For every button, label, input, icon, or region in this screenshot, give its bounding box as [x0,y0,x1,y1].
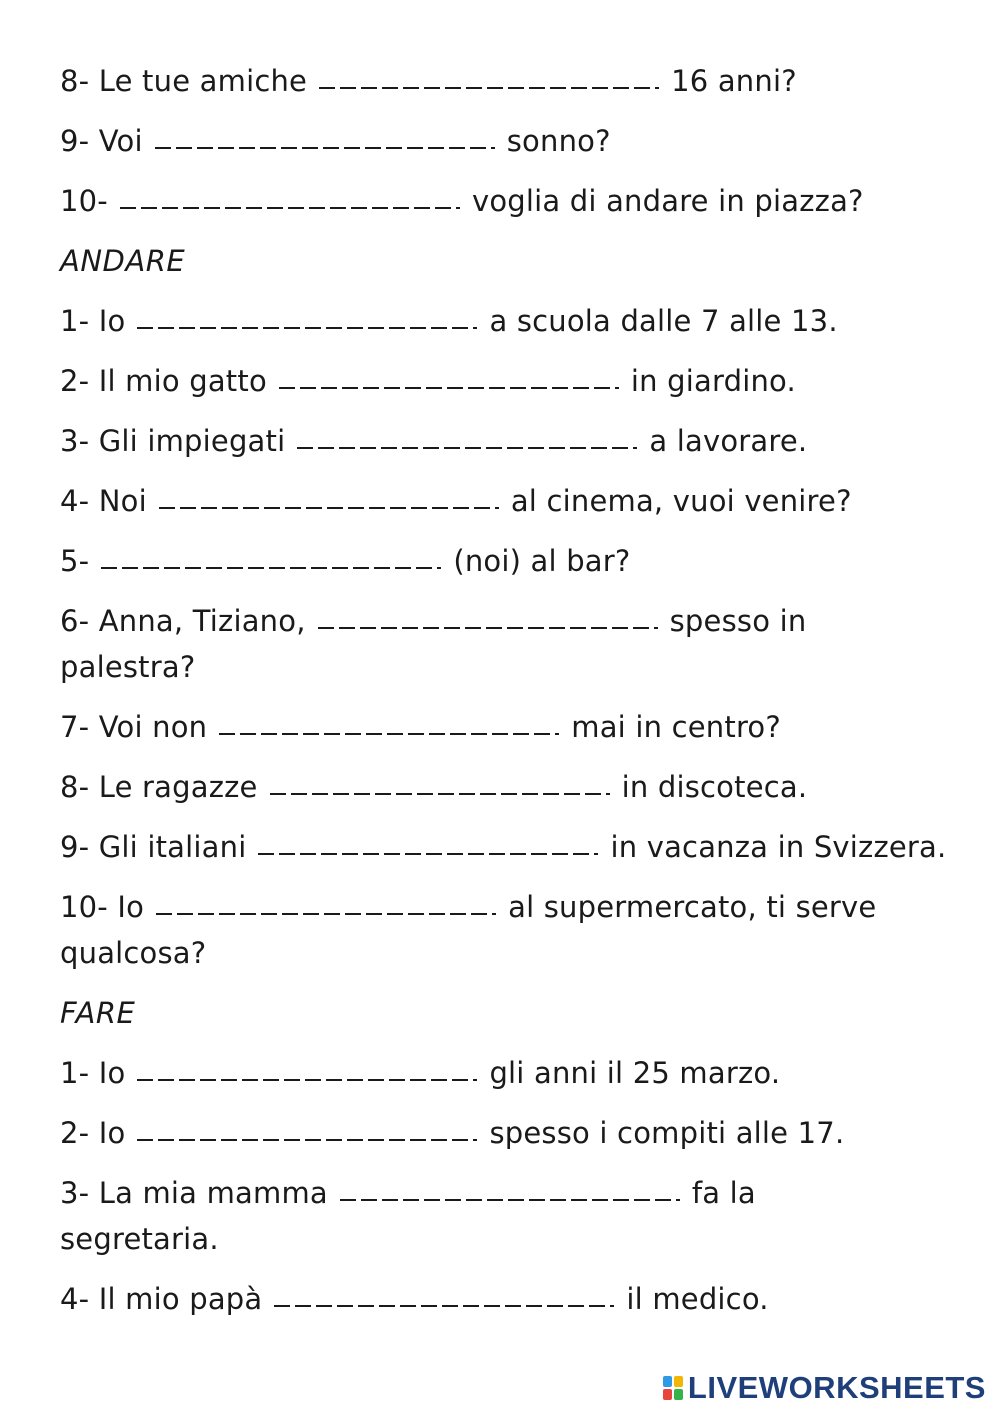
item-suffix: spesso in [669,604,807,638]
answer-blank[interactable] [137,301,477,331]
answer-blank[interactable] [270,767,610,797]
item-prompt: 8- Le tue amiche [60,64,308,98]
exercise-item [60,1170,960,1262]
logo-mark-icon [662,1375,684,1401]
answer-blank[interactable] [156,887,496,917]
exercise-item [60,824,960,870]
exercise-item [60,598,960,690]
item-suffix: al cinema, vuoi venire? [510,484,852,518]
exercise-item [60,704,960,750]
section-heading: FARE [60,996,136,1030]
answer-blank[interactable] [279,361,619,391]
item-suffix: in vacanza in Svizzera. [610,830,947,864]
item-suffix: voglia di andare in piazza? [471,184,864,218]
item-continuation: segretaria. [60,1222,219,1256]
item-prompt: 4- Noi [60,484,147,518]
answer-blank[interactable] [137,1113,477,1143]
exercise-item [60,1050,960,1096]
item-suffix: fa la [691,1176,756,1210]
answer-blank[interactable] [274,1279,614,1309]
answer-blank[interactable] [219,707,559,737]
exercise-item [60,418,960,464]
item-prompt: 10- [60,184,108,218]
item-prompt: 2- Io [60,1116,126,1150]
item-suffix: in giardino. [630,364,796,398]
item-continuation: qualcosa? [60,936,207,970]
item-suffix: 16 anni? [671,64,797,98]
item-suffix: (noi) al bar? [453,544,631,578]
answer-blank[interactable] [297,421,637,451]
item-prompt: 8- Le ragazze [60,770,258,804]
exercise-item [60,178,960,224]
exercise-item [60,538,960,584]
answer-blank[interactable] [101,541,441,571]
answer-blank[interactable] [318,601,658,631]
item-suffix: a lavorare. [649,424,808,458]
answer-blank[interactable] [319,61,659,91]
answer-blank[interactable] [258,827,598,857]
item-prompt: 4- Il mio papà [60,1282,263,1316]
item-suffix: in discoteca. [621,770,808,804]
answer-blank[interactable] [155,121,495,151]
exercise-item [60,1110,960,1156]
item-prompt: 1- Io [60,1056,126,1090]
exercise-item [60,58,960,104]
exercise-item [60,478,960,524]
item-prompt: 6- Anna, Tiziano, [60,604,306,638]
exercise-list [60,58,960,1336]
item-prompt: 3- Gli impiegati [60,424,286,458]
exercise-item [60,358,960,404]
item-suffix: il medico. [626,1282,769,1316]
section-heading: ANDARE [60,244,186,278]
item-suffix: a scuola dalle 7 alle 13. [489,304,838,338]
item-prompt: 7- Voi non [60,710,208,744]
item-prompt: 10- Io [60,890,145,924]
item-prompt: 5- [60,544,90,578]
item-continuation: palestra? [60,650,196,684]
answer-blank[interactable] [120,181,460,211]
item-prompt: 9- Gli italiani [60,830,247,864]
exercise-item [60,764,960,810]
item-suffix: sonno? [506,124,611,158]
item-suffix: gli anni il 25 marzo. [489,1056,781,1090]
answer-blank[interactable] [340,1173,680,1203]
item-suffix: mai in centro? [571,710,781,744]
exercise-item [60,884,960,976]
item-suffix: spesso i compiti alle 17. [489,1116,845,1150]
logo-text: LIVEWORKSHEETS [687,1370,986,1405]
exercise-item [60,118,960,164]
item-suffix: al supermercato, ti serve [508,890,877,924]
exercise-item [60,298,960,344]
item-prompt: 3- La mia mamma [60,1176,328,1210]
item-prompt: 2- Il mio gatto [60,364,267,398]
item-prompt: 9- Voi [60,124,143,158]
liveworksheets-logo [662,1372,986,1404]
answer-blank[interactable] [137,1053,477,1083]
item-prompt: 1- Io [60,304,126,338]
exercise-item [60,1276,960,1322]
answer-blank[interactable] [159,481,499,511]
